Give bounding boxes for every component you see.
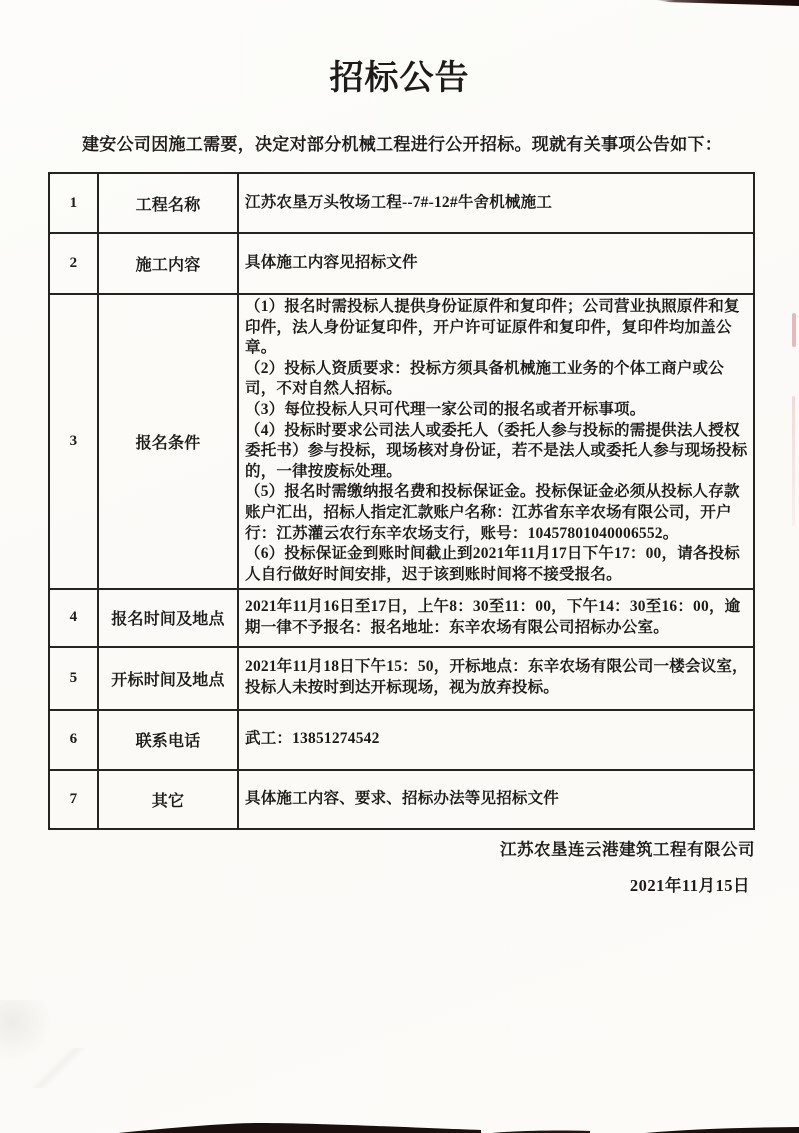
table-row [49, 589, 754, 647]
row-value: 2021年11月16日至17日，上午8：30至11：00，下午14：30至16：00，逾期一律不予报名：报名地址：东辛农场有限公司招标办公室。 [238, 589, 754, 647]
table-row [49, 710, 754, 770]
page-title: 招标公告 [329, 60, 470, 97]
issuer-signature: 江苏农垦连云港建筑工程有限公司 [500, 840, 755, 859]
scan-artifact-smudge [0, 1000, 54, 1062]
scan-artifact-streak [28, 1048, 88, 1088]
row-number: 2 [49, 233, 98, 294]
clause-5: （5）报名时需缴纳报名费和投标保证金。投标保证金必须从投标人存款账户汇出，招标人指定汇款账户名称：江苏省东辛农场有限公司，开户行：江苏灌云农行东辛农场支行，账号：10457801040006552。 [245, 483, 740, 542]
row-number: 5 [49, 647, 98, 710]
row-value: 具体施工内容、要求、招标办法等见招标文件 [238, 770, 754, 829]
clause-4: （4）投标时要求公司法人或委托人（委托人参与投标的需提供法人授权委托书）参与投标，现场核对身份证，若不是法人或委托人参与现场投标的，一律按废标处理。 [245, 421, 748, 480]
issue-date: 2021年11月15日 [629, 876, 750, 895]
row-value: 具体施工内容见招标文件 [238, 233, 754, 294]
scan-artifact-top-edge [655, 0, 799, 6]
table-row [49, 294, 754, 589]
row-number: 3 [49, 294, 98, 589]
row-label: 工程名称 [98, 173, 238, 233]
row-label: 开标时间及地点 [98, 647, 238, 710]
table-row [49, 647, 754, 710]
intro-paragraph: 建安公司因施工需要，决定对部分机械工程进行公开招标。现就有关事项公告如下： [82, 135, 723, 154]
row-value: 武工：13851274542 [238, 710, 754, 770]
row-label: 报名时间及地点 [98, 589, 238, 647]
notice-table [48, 172, 755, 830]
clause-2: （2）投标人资质要求：投标方须具备机械施工业务的个体工商户或公司，不对自然人招标。 [245, 359, 724, 398]
clause-6: （6）投标保证金到账时间截止到2021年11月17日下午17：00，请各投标人自行做好时间安排，迟于该到账时间将不接受报名。 [245, 545, 740, 583]
clause-3: （3）每位投标人只可代理一家公司的报名或者开标事项。 [245, 401, 646, 419]
scan-artifact-red-edge [792, 313, 796, 347]
row-number: 6 [49, 710, 98, 770]
table-row [49, 233, 754, 294]
row-number: 4 [49, 589, 98, 647]
row-number: 7 [49, 770, 98, 829]
scan-artifact-bottom-edge [0, 1119, 799, 1133]
row-value: 2021年11月18日下午15：50，开标地点：东辛农场有限公司一楼会议室，投标人未按时到达开标现场，视为放弃投标。 [238, 647, 754, 710]
row-label: 报名条件 [98, 294, 238, 589]
clause-1: （1）报名时需投标人提供身份证原件和复印件；公司营业执照原件和复印件，法人身份证复印件，开户许可证原件和复印件，复印件均加盖公章。 [245, 298, 740, 357]
row-value [238, 294, 754, 589]
row-value: 江苏农垦万头牧场工程--7#-12#牛舍机械施工 [238, 173, 754, 233]
row-number: 1 [49, 173, 98, 233]
row-label: 其它 [98, 770, 238, 829]
row-label: 联系电话 [98, 710, 238, 770]
table-row [49, 770, 754, 829]
scan-artifact-red-edge [792, 396, 795, 526]
row-label: 施工内容 [98, 233, 238, 294]
table-row [49, 173, 754, 233]
